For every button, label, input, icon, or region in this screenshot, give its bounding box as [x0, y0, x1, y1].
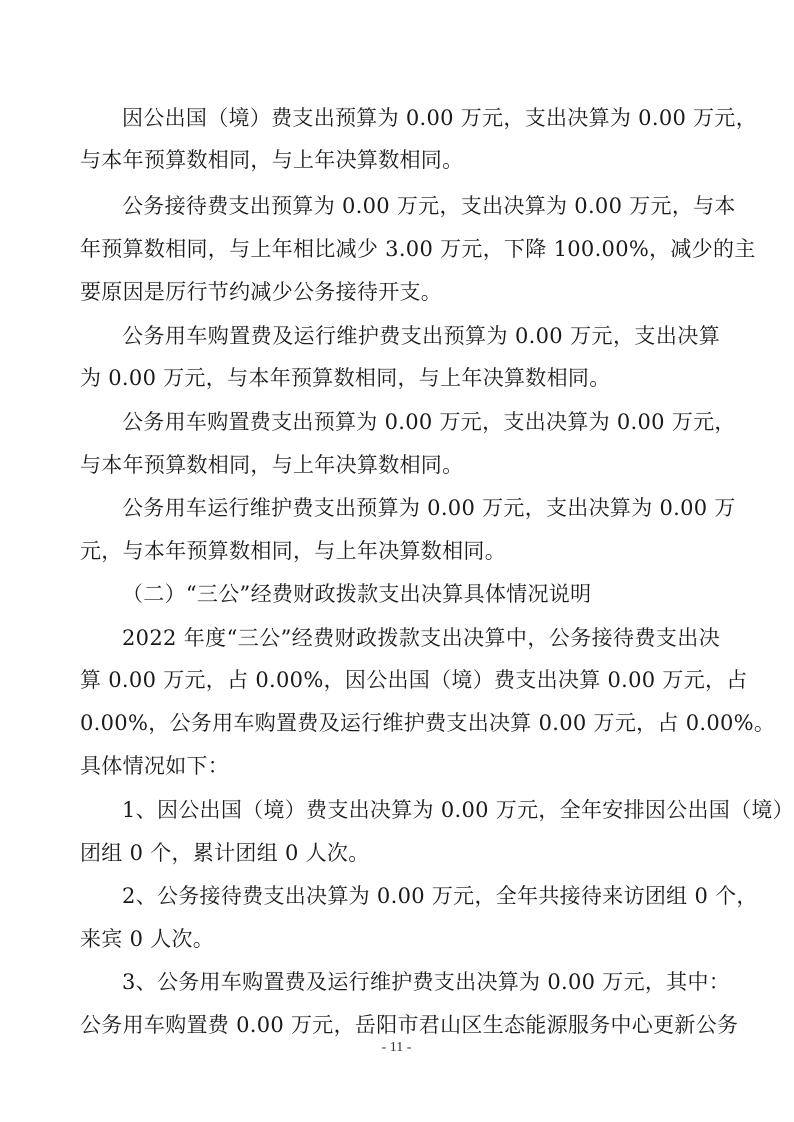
text-line: 与本年预算数相同，与上年决算数相同。 — [80, 453, 464, 477]
text-line: 因公出国（境）费支出预算为 0.00 万元，支出决算为 0.00 万元， — [122, 106, 758, 130]
text-line: 团组 0 个，累计团组 0 人次。 — [80, 841, 370, 865]
text-line: 来宾 0 人次。 — [80, 927, 215, 951]
text-line: 公务用车购置费 0.00 万元，岳阳市君山区生态能源服务中心更新公务 — [80, 1013, 739, 1037]
text-line: 公务接待费支出预算为 0.00 万元，支出决算为 0.00 万元，与本 — [122, 194, 736, 218]
text-line: 2、公务接待费支出决算为 0.00 万元，全年共接待来访团组 0 个， — [122, 884, 758, 908]
text-line: 算 0.00 万元，占 0.00%，因公出国（境）费支出决算 0.00 万元，占 — [80, 668, 748, 692]
text-line: 要原因是厉行节约减少公务接待开支。 — [80, 280, 443, 304]
page-number: - 11 - — [381, 1040, 412, 1055]
text-line: 0.00%，公务用车购置费及运行维护费支出决算 0.00 万元，占 0.00%。 — [80, 711, 776, 735]
text-line: 公务用车运行维护费支出预算为 0.00 万元，支出决算为 0.00 万 — [122, 496, 736, 520]
section-heading: （二）“三公”经费财政拨款支出决算具体情况说明 — [122, 582, 592, 606]
text-line: 公务用车购置费支出预算为 0.00 万元，支出决算为 0.00 万元， — [122, 410, 736, 434]
text-line: 3、公务用车购置费及运行维护费支出决算为 0.00 万元，其中： — [122, 970, 731, 994]
text-line: 公务用车购置费及运行维护费支出预算为 0.00 万元，支出决算 — [122, 324, 720, 348]
text-line: 1、因公出国（境）费支出决算为 0.00 万元，全年安排因公出国（境） — [122, 798, 794, 822]
text-line: 元，与本年预算数相同，与上年决算数相同。 — [80, 539, 506, 563]
text-line: 为 0.00 万元，与本年预算数相同，与上年决算数相同。 — [80, 366, 611, 390]
text-line: 2022 年度“三公”经费财政拨款支出决算中，公务接待费支出决 — [122, 626, 720, 650]
text-line: 年预算数相同，与上年相比减少 3.00 万元，下降 100.00%，减少的主 — [80, 237, 756, 261]
text-line: 与本年预算数相同，与上年决算数相同。 — [80, 148, 464, 172]
text-line: 具体情况如下： — [80, 754, 230, 778]
